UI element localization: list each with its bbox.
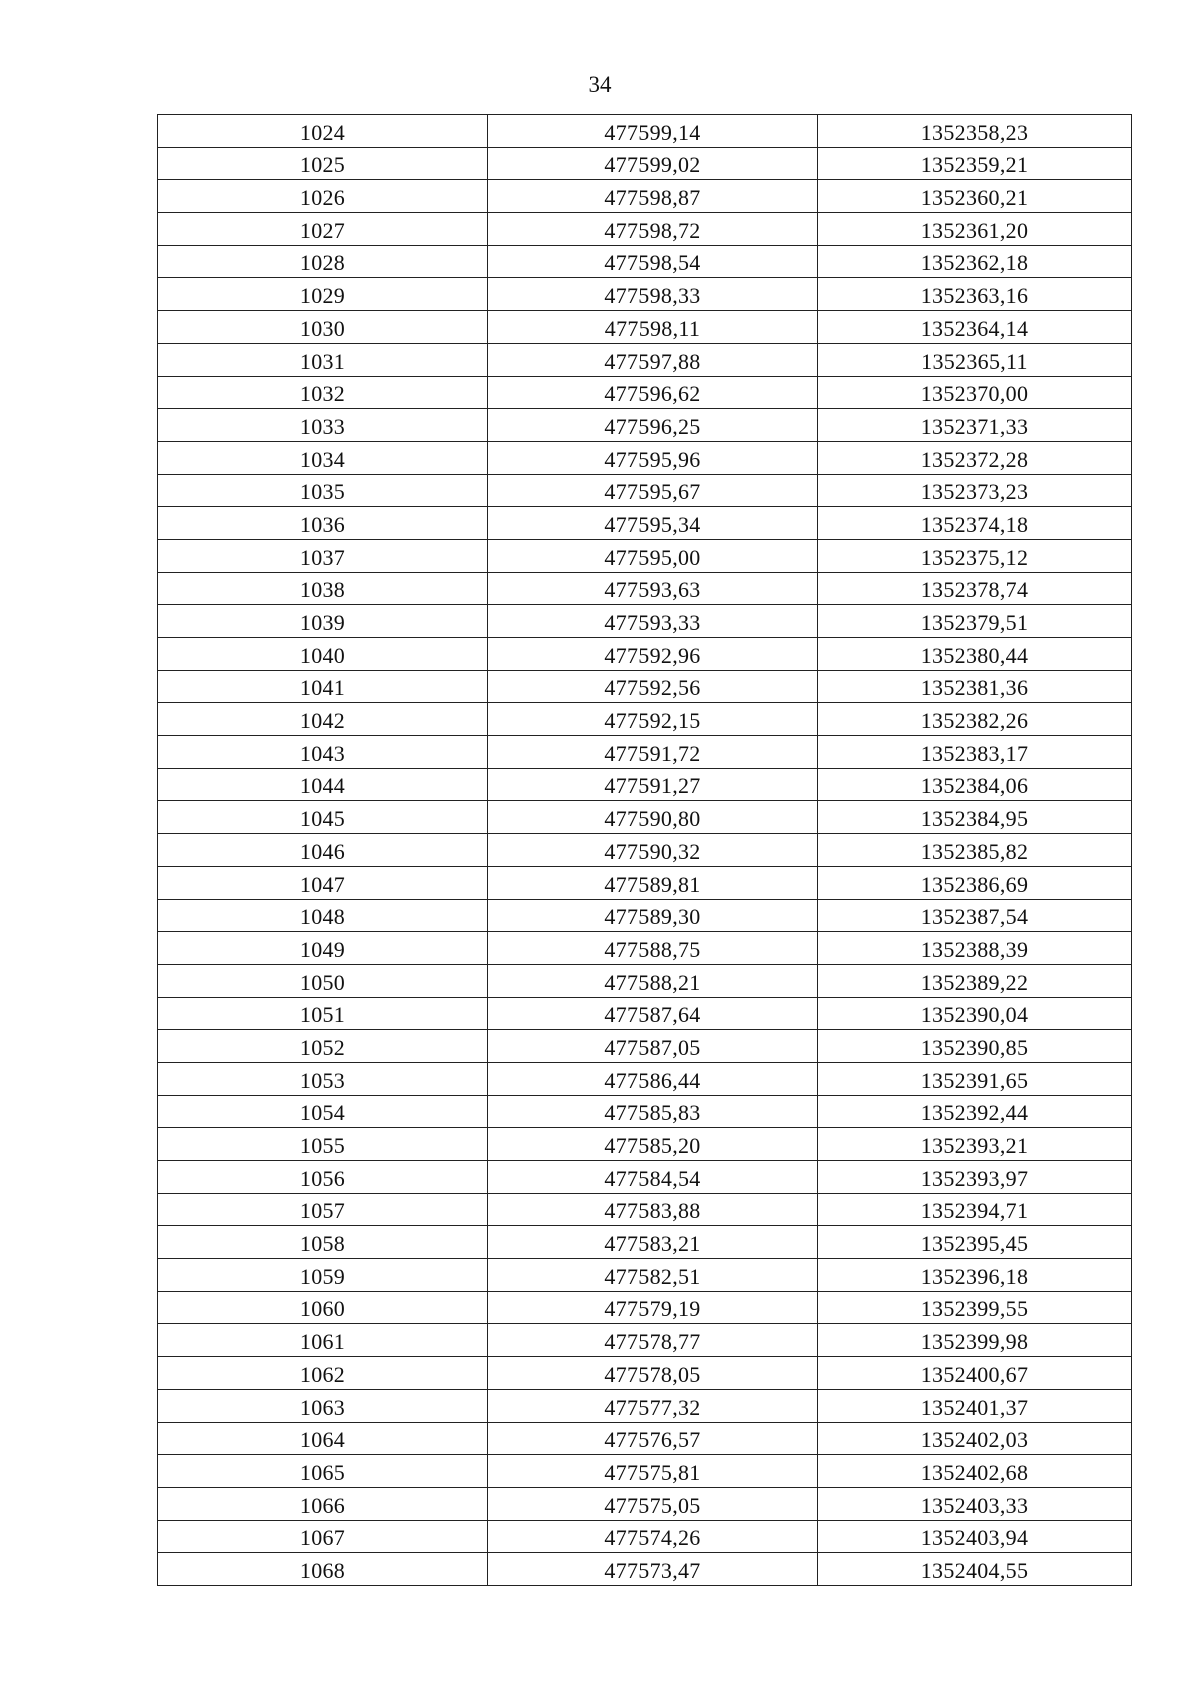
y-coordinate-cell: 1352370,00 [818,376,1132,409]
point-number-cell: 1053 [158,1062,488,1095]
table-row [158,1324,1132,1357]
table-row [158,736,1132,769]
x-coordinate-cell: 477598,72 [488,213,818,246]
table-row [158,213,1132,246]
table-row [158,409,1132,442]
point-number-cell: 1038 [158,572,488,605]
point-number-cell: 1066 [158,1487,488,1520]
point-number-cell: 1045 [158,801,488,834]
point-number-cell: 1035 [158,474,488,507]
x-coordinate-cell: 477589,81 [488,866,818,899]
y-coordinate-cell: 1352364,14 [818,311,1132,344]
x-coordinate-cell: 477598,87 [488,180,818,213]
table-row [158,1128,1132,1161]
x-coordinate-cell: 477595,67 [488,474,818,507]
y-coordinate-cell: 1352361,20 [818,213,1132,246]
point-number-cell: 1028 [158,245,488,278]
point-number-cell: 1060 [158,1291,488,1324]
x-coordinate-cell: 477574,26 [488,1520,818,1553]
y-coordinate-cell: 1352379,51 [818,605,1132,638]
point-number-cell: 1059 [158,1259,488,1292]
point-number-cell: 1057 [158,1193,488,1226]
point-number-cell: 1058 [158,1226,488,1259]
x-coordinate-cell: 477592,56 [488,670,818,703]
x-coordinate-cell: 477597,88 [488,343,818,376]
y-coordinate-cell: 1352386,69 [818,866,1132,899]
point-number-cell: 1042 [158,703,488,736]
y-coordinate-cell: 1352365,11 [818,343,1132,376]
table-row [158,1487,1132,1520]
point-number-cell: 1032 [158,376,488,409]
table-row [158,1095,1132,1128]
table-row [158,1062,1132,1095]
point-number-cell: 1063 [158,1389,488,1422]
table-row [158,866,1132,899]
point-number-cell: 1046 [158,834,488,867]
point-number-cell: 1055 [158,1128,488,1161]
y-coordinate-cell: 1352383,17 [818,736,1132,769]
table-row [158,1161,1132,1194]
table-row [158,932,1132,965]
y-coordinate-cell: 1352371,33 [818,409,1132,442]
x-coordinate-cell: 477578,05 [488,1357,818,1390]
y-coordinate-cell: 1352380,44 [818,638,1132,671]
table-row [158,834,1132,867]
x-coordinate-cell: 477590,32 [488,834,818,867]
y-coordinate-cell: 1352401,37 [818,1389,1132,1422]
table-row [158,801,1132,834]
x-coordinate-cell: 477587,64 [488,997,818,1030]
y-coordinate-cell: 1352372,28 [818,441,1132,474]
table-row [158,1357,1132,1390]
y-coordinate-cell: 1352399,98 [818,1324,1132,1357]
table-row [158,1455,1132,1488]
coordinates-table-body [158,115,1132,1586]
point-number-cell: 1029 [158,278,488,311]
x-coordinate-cell: 477591,27 [488,768,818,801]
table-row [158,670,1132,703]
table-row [158,115,1132,148]
y-coordinate-cell: 1352358,23 [818,115,1132,148]
point-number-cell: 1061 [158,1324,488,1357]
x-coordinate-cell: 477575,81 [488,1455,818,1488]
point-number-cell: 1051 [158,997,488,1030]
point-number-cell: 1047 [158,866,488,899]
point-number-cell: 1054 [158,1095,488,1128]
table-row [158,474,1132,507]
point-number-cell: 1049 [158,932,488,965]
y-coordinate-cell: 1352381,36 [818,670,1132,703]
y-coordinate-cell: 1352393,97 [818,1161,1132,1194]
table-row [158,278,1132,311]
table-row [158,1389,1132,1422]
x-coordinate-cell: 477595,00 [488,539,818,572]
y-coordinate-cell: 1352395,45 [818,1226,1132,1259]
point-number-cell: 1044 [158,768,488,801]
x-coordinate-cell: 477576,57 [488,1422,818,1455]
x-coordinate-cell: 477583,88 [488,1193,818,1226]
point-number-cell: 1068 [158,1553,488,1586]
y-coordinate-cell: 1352363,16 [818,278,1132,311]
x-coordinate-cell: 477583,21 [488,1226,818,1259]
point-number-cell: 1037 [158,539,488,572]
point-number-cell: 1056 [158,1161,488,1194]
y-coordinate-cell: 1352375,12 [818,539,1132,572]
table-row [158,539,1132,572]
y-coordinate-cell: 1352360,21 [818,180,1132,213]
table-row [158,1193,1132,1226]
point-number-cell: 1064 [158,1422,488,1455]
page-number: 34 [588,72,612,97]
point-number-cell: 1027 [158,213,488,246]
point-number-cell: 1030 [158,311,488,344]
table-row [158,638,1132,671]
x-coordinate-cell: 477599,02 [488,147,818,180]
table-row [158,245,1132,278]
point-number-cell: 1043 [158,736,488,769]
x-coordinate-cell: 477592,15 [488,703,818,736]
y-coordinate-cell: 1352399,55 [818,1291,1132,1324]
point-number-cell: 1048 [158,899,488,932]
y-coordinate-cell: 1352392,44 [818,1095,1132,1128]
coordinates-table [157,114,1132,1586]
y-coordinate-cell: 1352404,55 [818,1553,1132,1586]
x-coordinate-cell: 477577,32 [488,1389,818,1422]
x-coordinate-cell: 477588,75 [488,932,818,965]
table-row [158,1553,1132,1586]
table-row [158,441,1132,474]
table-row [158,572,1132,605]
x-coordinate-cell: 477590,80 [488,801,818,834]
table-row [158,964,1132,997]
y-coordinate-cell: 1352359,21 [818,147,1132,180]
x-coordinate-cell: 477586,44 [488,1062,818,1095]
y-coordinate-cell: 1352403,33 [818,1487,1132,1520]
point-number-cell: 1033 [158,409,488,442]
y-coordinate-cell: 1352402,03 [818,1422,1132,1455]
point-number-cell: 1041 [158,670,488,703]
table-row [158,703,1132,736]
x-coordinate-cell: 477592,96 [488,638,818,671]
x-coordinate-cell: 477595,96 [488,441,818,474]
table-row [158,507,1132,540]
x-coordinate-cell: 477596,62 [488,376,818,409]
x-coordinate-cell: 477588,21 [488,964,818,997]
table-row [158,605,1132,638]
point-number-cell: 1026 [158,180,488,213]
y-coordinate-cell: 1352373,23 [818,474,1132,507]
x-coordinate-cell: 477598,54 [488,245,818,278]
table-row [158,899,1132,932]
y-coordinate-cell: 1352403,94 [818,1520,1132,1553]
x-coordinate-cell: 477585,20 [488,1128,818,1161]
x-coordinate-cell: 477578,77 [488,1324,818,1357]
point-number-cell: 1034 [158,441,488,474]
y-coordinate-cell: 1352384,06 [818,768,1132,801]
y-coordinate-cell: 1352389,22 [818,964,1132,997]
x-coordinate-cell: 477573,47 [488,1553,818,1586]
x-coordinate-cell: 477593,63 [488,572,818,605]
x-coordinate-cell: 477589,30 [488,899,818,932]
point-number-cell: 1062 [158,1357,488,1390]
table-row [158,376,1132,409]
y-coordinate-cell: 1352396,18 [818,1259,1132,1292]
point-number-cell: 1067 [158,1520,488,1553]
y-coordinate-cell: 1352402,68 [818,1455,1132,1488]
table-row [158,1259,1132,1292]
x-coordinate-cell: 477598,33 [488,278,818,311]
table-row [158,1422,1132,1455]
y-coordinate-cell: 1352390,04 [818,997,1132,1030]
table-row [158,311,1132,344]
y-coordinate-cell: 1352385,82 [818,834,1132,867]
y-coordinate-cell: 1352391,65 [818,1062,1132,1095]
table-row [158,1030,1132,1063]
x-coordinate-cell: 477584,54 [488,1161,818,1194]
table-row [158,180,1132,213]
x-coordinate-cell: 477579,19 [488,1291,818,1324]
x-coordinate-cell: 477595,34 [488,507,818,540]
y-coordinate-cell: 1352400,67 [818,1357,1132,1390]
y-coordinate-cell: 1352382,26 [818,703,1132,736]
table-row [158,1291,1132,1324]
x-coordinate-cell: 477575,05 [488,1487,818,1520]
x-coordinate-cell: 477596,25 [488,409,818,442]
x-coordinate-cell: 477591,72 [488,736,818,769]
point-number-cell: 1050 [158,964,488,997]
y-coordinate-cell: 1352362,18 [818,245,1132,278]
table-row [158,147,1132,180]
point-number-cell: 1040 [158,638,488,671]
x-coordinate-cell: 477598,11 [488,311,818,344]
x-coordinate-cell: 477587,05 [488,1030,818,1063]
y-coordinate-cell: 1352390,85 [818,1030,1132,1063]
x-coordinate-cell: 477585,83 [488,1095,818,1128]
point-number-cell: 1065 [158,1455,488,1488]
y-coordinate-cell: 1352393,21 [818,1128,1132,1161]
table-row [158,1520,1132,1553]
y-coordinate-cell: 1352374,18 [818,507,1132,540]
y-coordinate-cell: 1352378,74 [818,572,1132,605]
point-number-cell: 1039 [158,605,488,638]
table-row [158,1226,1132,1259]
x-coordinate-cell: 477599,14 [488,115,818,148]
y-coordinate-cell: 1352394,71 [818,1193,1132,1226]
x-coordinate-cell: 477593,33 [488,605,818,638]
table-row [158,343,1132,376]
point-number-cell: 1025 [158,147,488,180]
y-coordinate-cell: 1352384,95 [818,801,1132,834]
y-coordinate-cell: 1352388,39 [818,932,1132,965]
table-row [158,768,1132,801]
point-number-cell: 1031 [158,343,488,376]
point-number-cell: 1052 [158,1030,488,1063]
x-coordinate-cell: 477582,51 [488,1259,818,1292]
table-row [158,997,1132,1030]
y-coordinate-cell: 1352387,54 [818,899,1132,932]
point-number-cell: 1036 [158,507,488,540]
point-number-cell: 1024 [158,115,488,148]
